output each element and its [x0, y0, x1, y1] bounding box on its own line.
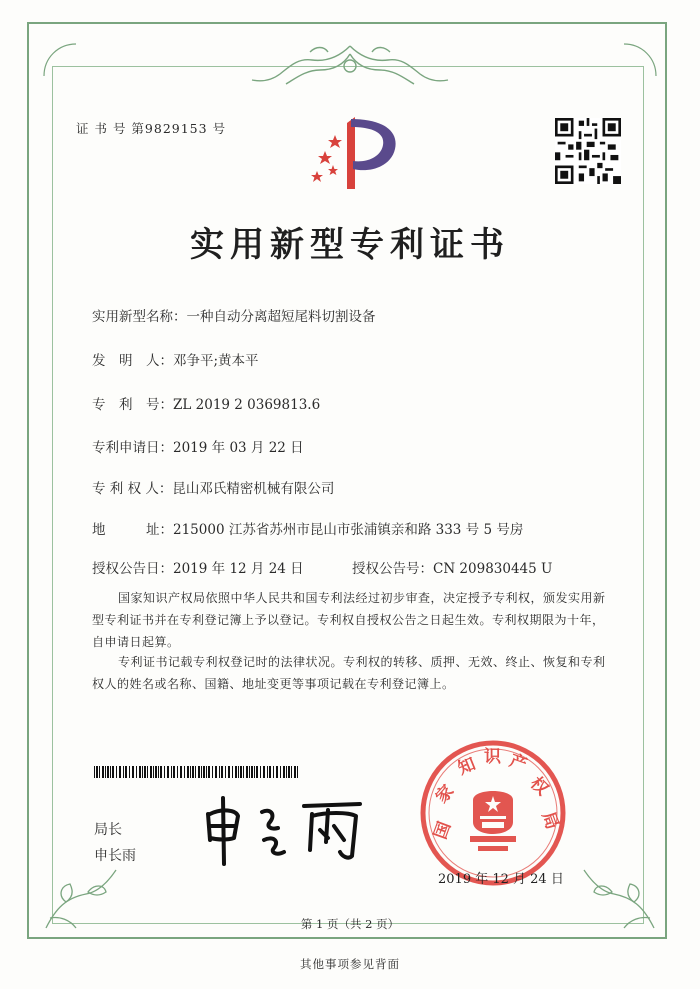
- utility-model-name-value: 一种自动分离超短尾料切割设备: [186, 309, 376, 325]
- inventor-value: 邓争平;黄本平: [173, 353, 259, 369]
- handwritten-signature: [200, 790, 370, 870]
- barcode: [94, 766, 300, 778]
- utility-model-name-label: 实用新型名称：: [92, 309, 187, 325]
- svg-text:产: 产: [506, 750, 530, 776]
- svg-text:国: 国: [430, 819, 456, 842]
- patent-number-row: [92, 393, 320, 413]
- patentee-row: [92, 477, 334, 497]
- signatory-name: 申长雨: [94, 848, 136, 864]
- official-seal: [418, 738, 568, 888]
- inventor-row: [92, 349, 259, 369]
- certificate-statement-paragraph-2: 专利证书记载专利权登记时的法律状况。专利权的转移、质押、无效、终止、恢复和专利权人的姓名或名称、国籍、地址变更等事项记载在专利登记簿上。: [92, 655, 606, 691]
- back-side-note: 其他事项参见背面: [300, 957, 400, 971]
- svg-text:知: 知: [455, 754, 479, 780]
- filing-date-label: 专利申请日：: [92, 440, 173, 456]
- grant-number-row: [352, 557, 552, 577]
- qr-code: [555, 118, 621, 184]
- inventor-label: 发 明 人：: [92, 353, 173, 369]
- patentee-label: 专 利 权 人：: [92, 481, 173, 497]
- patentee-value: 昆山邓氏精密机械有限公司: [172, 481, 335, 497]
- seal-date: 2019 年 12 月 24 日: [438, 872, 564, 887]
- address-row: [92, 518, 523, 538]
- page-indicator: 第 1 页（共 2 页）: [300, 917, 400, 931]
- filing-date-value: 2019 年 03 月 22 日: [173, 440, 304, 456]
- corner-ornament-top-left: [40, 40, 80, 80]
- corner-ornament-top-right: [620, 40, 660, 80]
- svg-text:权: 权: [525, 773, 553, 800]
- grant-date-label: 授权公告日：: [92, 561, 173, 577]
- patent-office-logo: [303, 113, 403, 193]
- grant-date-row: [92, 557, 304, 577]
- grant-date-value: 2019 年 12 月 24 日: [173, 561, 304, 577]
- certificate-number: 证 书 号 第9829153 号: [76, 121, 227, 136]
- svg-text:家: 家: [431, 781, 459, 808]
- utility-model-name-row: [92, 305, 376, 325]
- address-value: 215000 江苏省苏州市昆山市张浦镇亲和路 333 号 5 号房: [173, 522, 524, 538]
- svg-text:局: 局: [537, 809, 563, 833]
- grant-number-value: CN 209830445 U: [433, 561, 553, 577]
- filing-date-row: [92, 436, 304, 456]
- grant-number-label: 授权公告号：: [352, 561, 433, 577]
- patent-number-value: ZL 2019 2 0369813.6: [173, 397, 321, 413]
- certificate-title: 实用新型专利证书: [190, 225, 510, 265]
- top-ornament: [250, 40, 450, 92]
- patent-number-label: 专 利 号：: [92, 397, 173, 413]
- address-label: 地 址：: [92, 522, 173, 538]
- svg-text:识: 识: [484, 747, 501, 767]
- signatory-title: 局长: [94, 822, 122, 838]
- certificate-statement-paragraph-1: 国家知识产权局依照中华人民共和国专利法经过初步审查，决定授予专利权，颁发实用新型专利证书并在专利登记簿上予以登记。专利权自授权公告之日起生效。专利权期限为十年，自申请日起算。: [92, 591, 606, 649]
